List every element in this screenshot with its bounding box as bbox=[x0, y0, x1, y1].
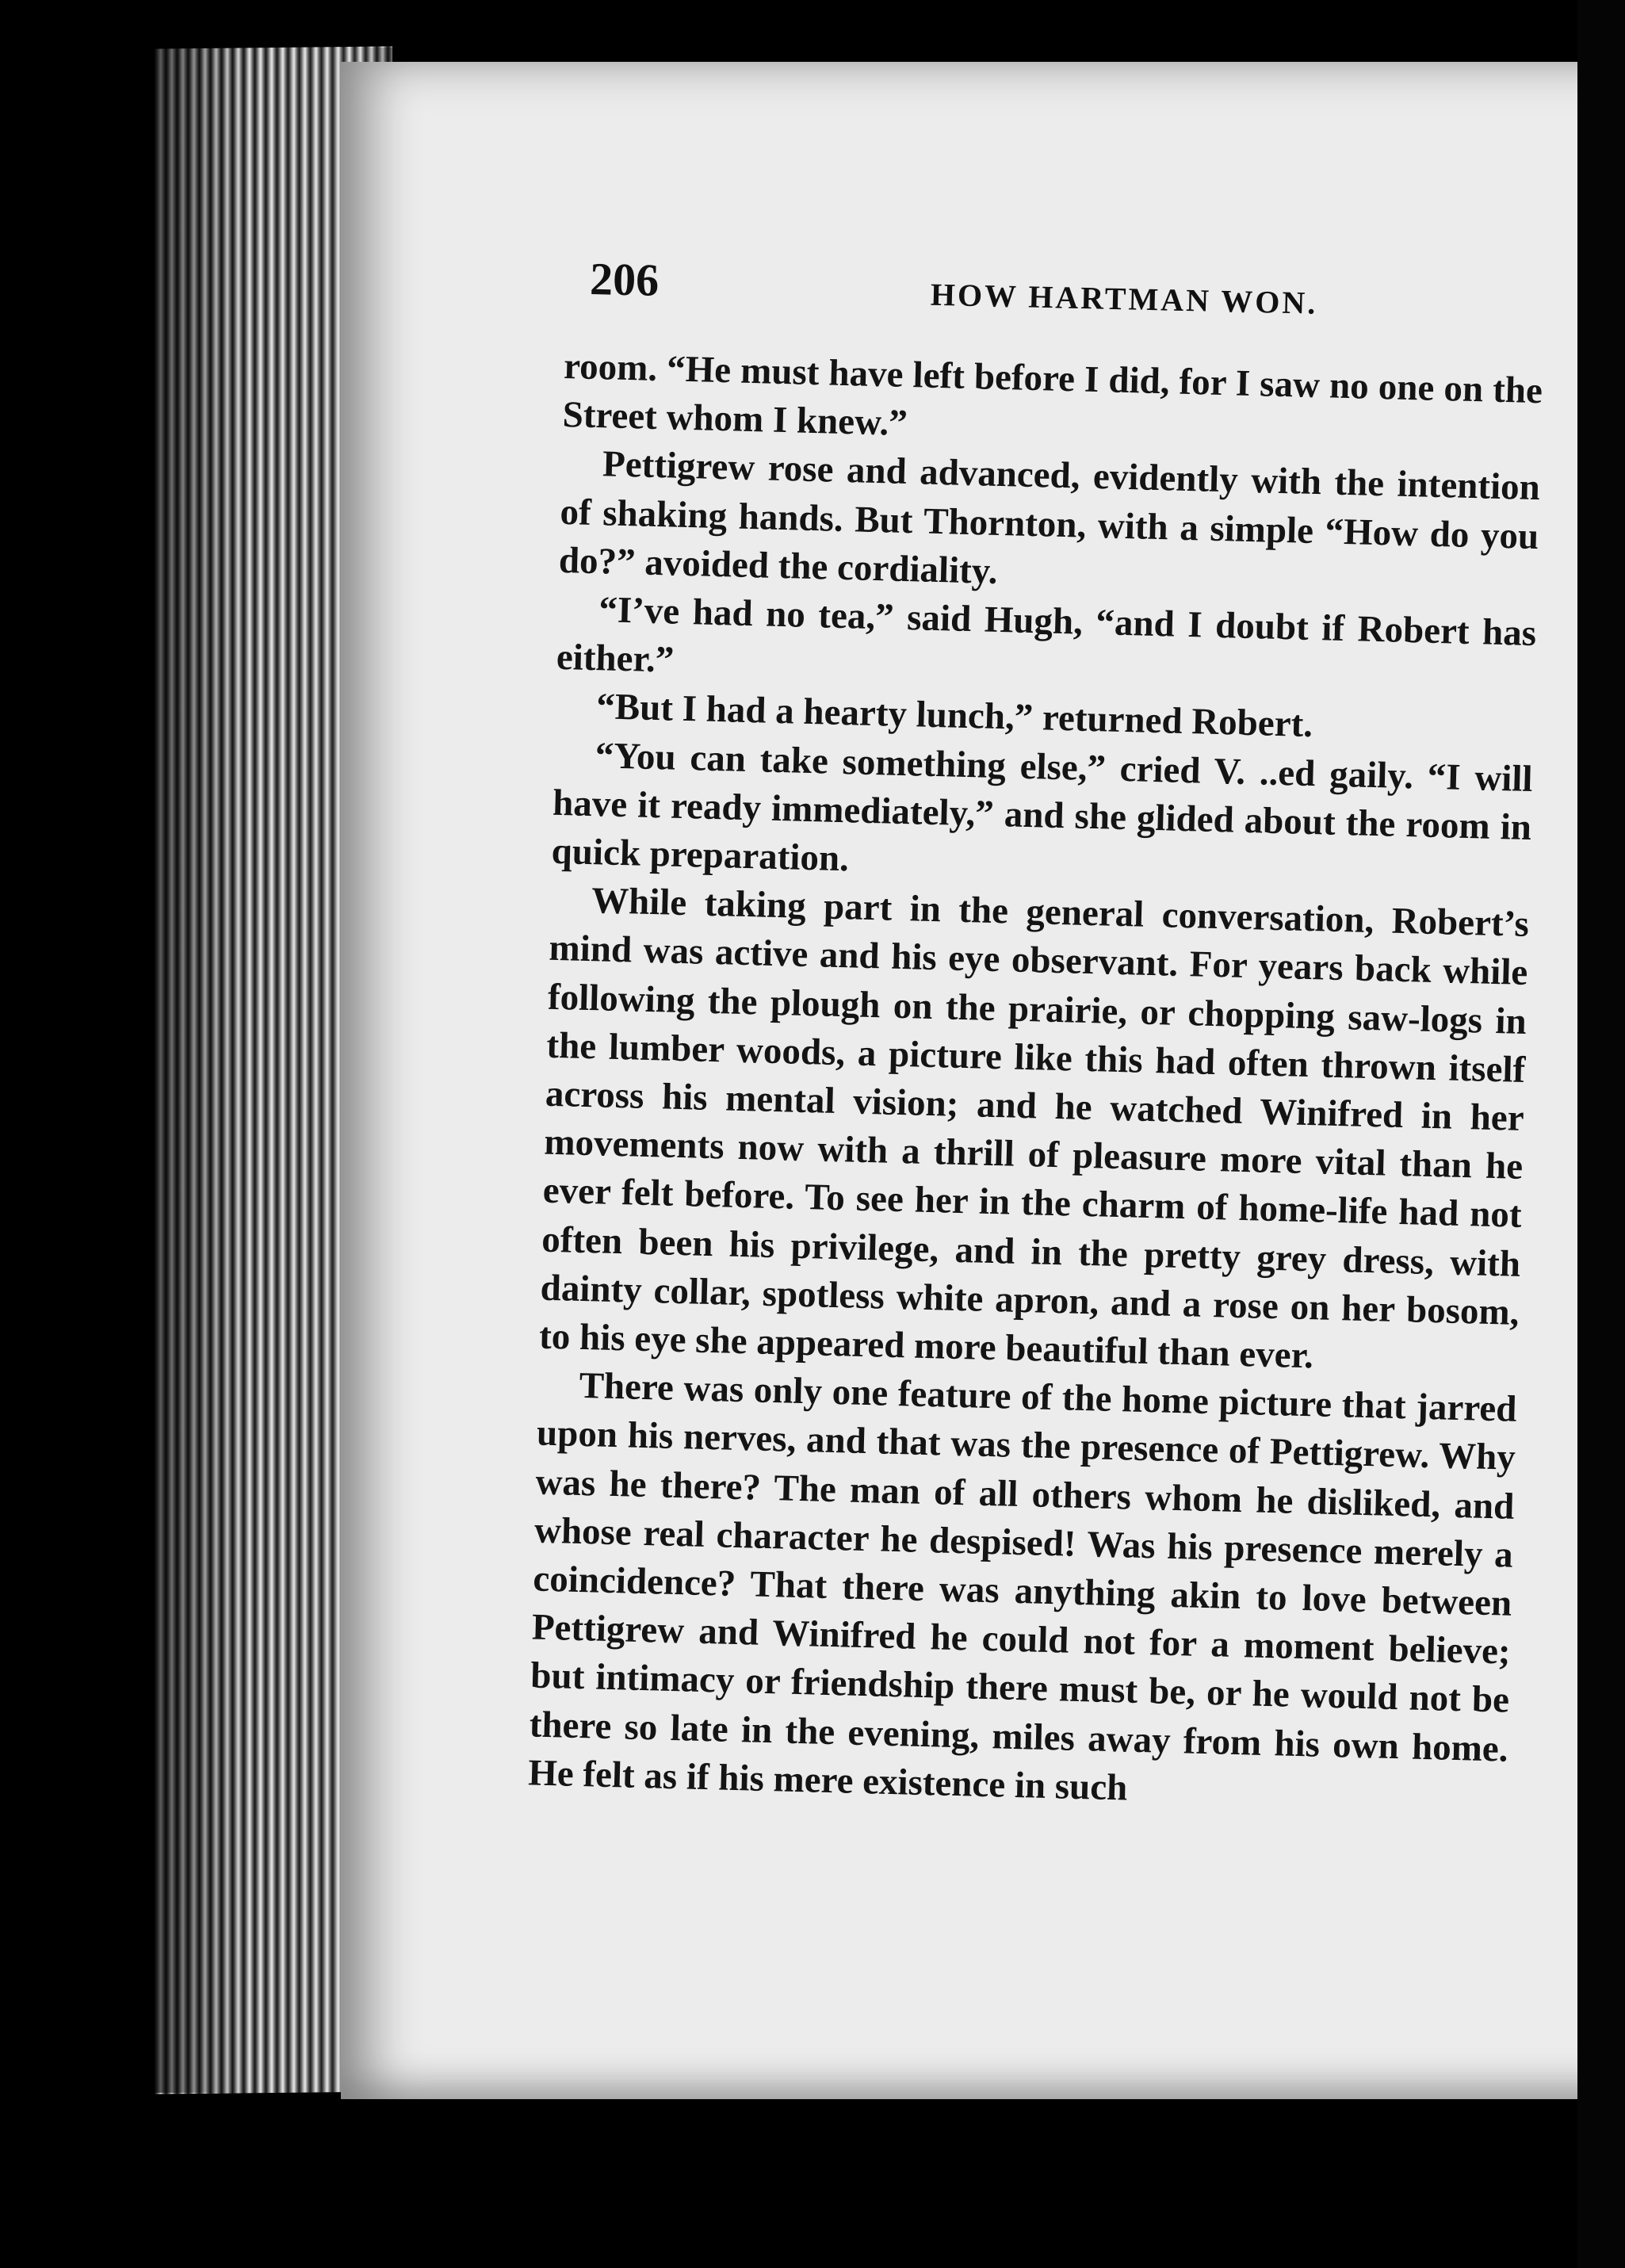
paragraph: There was only one feature of the home picture that jarred upon his nerves, and that was the presence of Pettigrew. Why was he there? The man of all others whom he disliked, and whose real character he despised! Was his presence merely a coincidence? That there was anything akin to love between Pettigrew and Winifred he could not for a moment believe; but intimacy or friendship there must be, or he would not be there so late in the evening, miles away from his own home. He felt as if his mere existence in such bbox=[527, 1365, 1517, 1809]
paragraph: “You can take something else,” cried V. ..ed gaily. “I will have it ready immediately,” and she glided about the room in quick preparation. bbox=[551, 734, 1534, 880]
scan-border bbox=[1577, 0, 1625, 2268]
paragraph: “But I had a hearty lunch,” returned Robert. bbox=[595, 686, 1313, 746]
body-text bbox=[528, 342, 1543, 1822]
paragraph: “I’ve had no tea,” said Hugh, “and I doubt if Robert has either.” bbox=[556, 589, 1537, 681]
page-number: 206 bbox=[589, 252, 660, 306]
running-title: HOW HARTMAN WON. bbox=[930, 276, 1318, 321]
paragraph: Pettigrew rose and advanced, evidently with the intention of shaking hands. But Thornton, with a simple “How do you do?” avoided the cordiality. bbox=[558, 443, 1541, 592]
paragraph: room. “He must have left before I did, for I saw no one on the Street whom I knew.” bbox=[562, 345, 1543, 445]
paragraph: While taking part in the general conversation, Robert’s mind was active and his eye observant. For years back while following the plough on the prairie, or chopping saw-logs in the lumber woods, a picture like this had often thrown itself across his mental vision; and he watched Winifred in her movements now with a thrill of pleasure more vital than he ever felt before. To see her in the charm of home-life had not often been his privilege, and in the pretty grey dress, with dainty collar, spotless white apron, and a rose on her bosom, to his eye she appeared more beautiful than ever. bbox=[538, 880, 1530, 1377]
